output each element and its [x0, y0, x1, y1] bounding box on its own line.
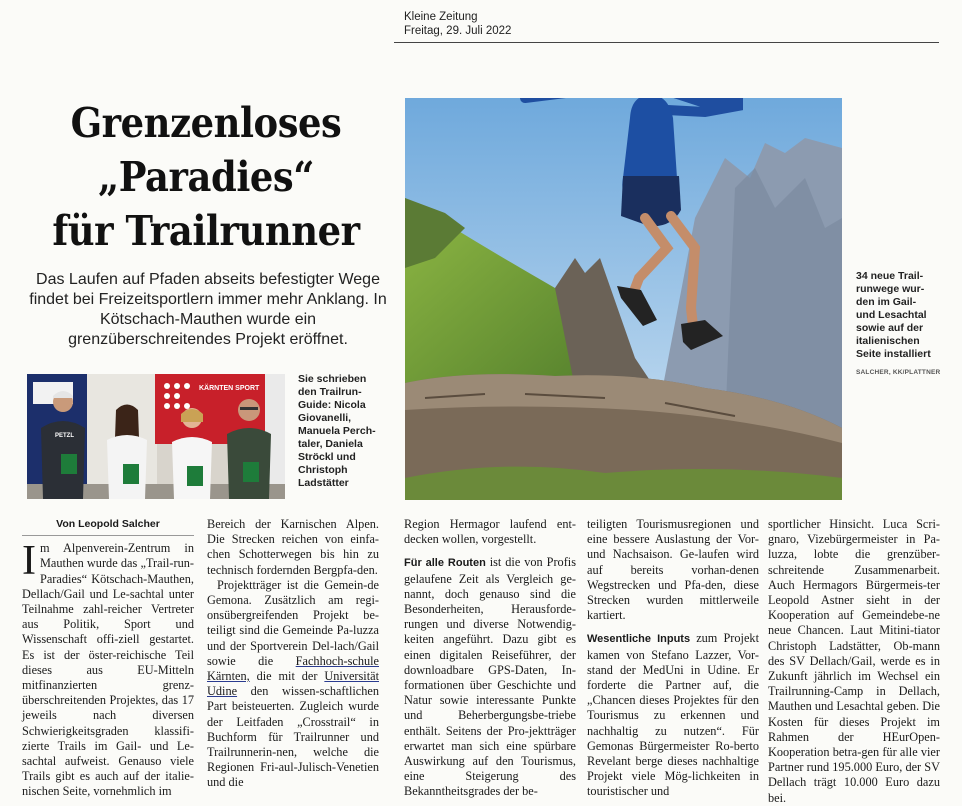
caption-line: Ladstätter	[298, 477, 349, 489]
paragraph: teiligten Tourismusregionen und eine bessere Auslastung der Vor- und Nachsaison. Ge-laufen wird auf bereits vorhan-denen Wegstrecken und Pfa-den, diese Strecken wurden mittlerweile kartiert.	[587, 517, 759, 623]
trailrunner-photo	[405, 98, 842, 500]
caption-line: Manuela Perch-	[298, 425, 376, 437]
article-column-5	[768, 517, 940, 806]
caption-line: Sie schrieben	[298, 373, 367, 385]
link-universitaet-udine: Universität Udine	[207, 669, 379, 699]
headline-line-3: für Trailrunner	[52, 207, 360, 255]
masthead	[404, 10, 511, 38]
caption-line: runwege wur-	[856, 283, 925, 295]
byline: Von Leopold Salcher	[22, 517, 194, 536]
group-photo-caption	[298, 373, 398, 490]
caption-line: Ströckl und	[298, 451, 356, 463]
paragraph: sportlicher Hinsicht. Luca Scri-gnaro, Vizebürgermeister in Pa-luzza, lobte die grenzüber-schreitende Zusammenarbeit. Auch Hermagors Bürgermeis-ter Leopold Astner sieht in der Kooperation auf Gemeindebe-ne neue Chancen. Laut Mitini-tiator Christoph Ladstätter, Ob-mann des SV Dellach/Gail, werde es in Zukunft jährlich im Wechsel ein Trailrunning-Camp in Dellach, Mauthen und Lesachtal geben. Die Kosten für dieses Projekt im Rahmen der HEurOpen-Kooperation betra-gen für alle vier Partner rund 195.000 Euro, der SV Dellach trägt 10.000 Euro dazu bei.	[768, 517, 940, 805]
caption-line: 34 neue Trail-	[856, 270, 924, 282]
headline-line-2: „Paradies“	[97, 153, 315, 201]
paragraph-text: Projektträger ist die Gemein-de Gemona. Zusätzlich am regi-onsübergreifenden Projekt be-teiligt sind die Gemeinde Pa-luzza und der Sportverein Del-lach/Gail sowie die	[207, 577, 379, 668]
paragraph	[207, 578, 379, 791]
caption-line: Christoph	[298, 464, 348, 476]
paragraph	[22, 538, 194, 799]
subheading: Wesentliche Inputs	[587, 633, 691, 646]
banner-text: KÄRNTEN SPORT	[199, 385, 260, 392]
paper-name: Kleine Zeitung	[404, 11, 478, 23]
paragraph	[404, 555, 576, 799]
issue-date: Freitag, 29. Juli 2022	[404, 25, 512, 37]
caption-line: italienischen	[856, 335, 920, 347]
paragraph: Bereich der Karnischen Alpen. Die Strecken reichen von einfa-chen Schotterwegen bis hin zu technisch fordernden Bergpfa-den.	[207, 517, 379, 577]
article-column-2	[207, 517, 379, 791]
caption-line: Seite installiert	[856, 348, 931, 360]
caption-line: und Lesachtal	[856, 309, 927, 321]
subheading: Für alle Routen	[404, 557, 486, 570]
article-column-3	[404, 517, 576, 800]
paragraph-text: ist die von Profis gelaufene Zeit als Vergleich ge-nannt, doch genauso sind die Besonderheiten, Herausforde-rungen und diverse Notwendig-keiten angeführt. Dazu gibt es einen digitalen Reiseführer, der downloadbare GPS-Daten, In-formationen über Geschichte und Natur sowie interessante Punkte und Beherbergungsbe-triebe enthält. Seitens der Pro-jektträger erwartet man sich eine spürbare Auswirkung auf den Tourismus, eine Steigerung des Bekanntheitsgrades der be-	[404, 555, 577, 799]
paragraph: Region Hermagor laufend ent-decken wollen, vorgestellt.	[404, 517, 576, 547]
lead-paragraph: Das Laufen auf Pfaden abseits befestigter Wege findet bei Freizeitsportlern immer mehr Anklang. In Kötschach-Mauthen wurde ein grenzüberschreitendes Projekt eröffnet.	[29, 271, 387, 348]
paragraph-text: die mit der	[249, 669, 325, 684]
headline	[39, 96, 374, 258]
caption-line: Guide: Nicola	[298, 399, 366, 411]
article-column-1	[22, 517, 194, 800]
shirt-text: PETZL	[55, 433, 74, 439]
caption-line: sowie auf der	[856, 322, 924, 334]
link-fachhochschule: Fachhoch-schule Kärnten,	[207, 653, 379, 684]
paragraph	[587, 631, 759, 799]
group-photo	[27, 374, 285, 499]
caption-line: den im Gail-	[856, 296, 917, 308]
article-column-4	[587, 517, 759, 800]
caption-line: den Trailrun-	[298, 386, 362, 398]
main-photo-caption	[856, 270, 956, 379]
caption-line: taler, Daniela	[298, 438, 363, 450]
paragraph-text: den wissen-schaftlichen Part beisteuerten. Zugleich wurde der Leitfaden „Crosstrail“ in Buchform für Trailrunner und Trailrunnerin-nen, welche die Regionen Fri-aul-Julisch-Venetien und die	[207, 684, 379, 790]
paragraph-text: m Alpenverein-Zentrum in Mauthen wurde das „Trail-run-Paradies“ Kötschach-Mauthen, Dellach/Gail und Le-sachtal unter Teilnahme zahl-reicher Vertreter aus Politik, Sport und Wissenschaft offi-ziell gestartet. Es ist der öster-reichische Teil dieses aus EU-Mitteln mitfinanzierten grenz-überschreitenden Projektes, das 17 jeweils nach diversen Schwierigkeitsgraden klassifi-zierte Trails im Gail- und Le-sachtal aufweist. Genauso viele Trails gibt es auch auf der italie-nischen Seite, vornehmlich im	[22, 541, 194, 799]
headline-line-1: Grenzenloses	[70, 99, 342, 147]
masthead-rule	[394, 42, 939, 43]
caption-line: Giovanelli,	[298, 412, 352, 424]
paragraph-text: zum Projekt kamen von Stefano Lazzer, Vor-stand der MedUni in Udine. Er forderte die Partner auf, die „Chancen dieses Projektes für den Tourismus zu erkennen und nachhaltig zu nutzen“. Für Gemonas Bürgermeister Ro-berto Revelant berge dieses nachhaltige Projekt viele Mög-lichkeiten in touristischer und	[587, 631, 759, 799]
dropcap: I	[22, 538, 36, 585]
photo-credit: SALCHER, KK/PLATTNER	[856, 369, 941, 376]
